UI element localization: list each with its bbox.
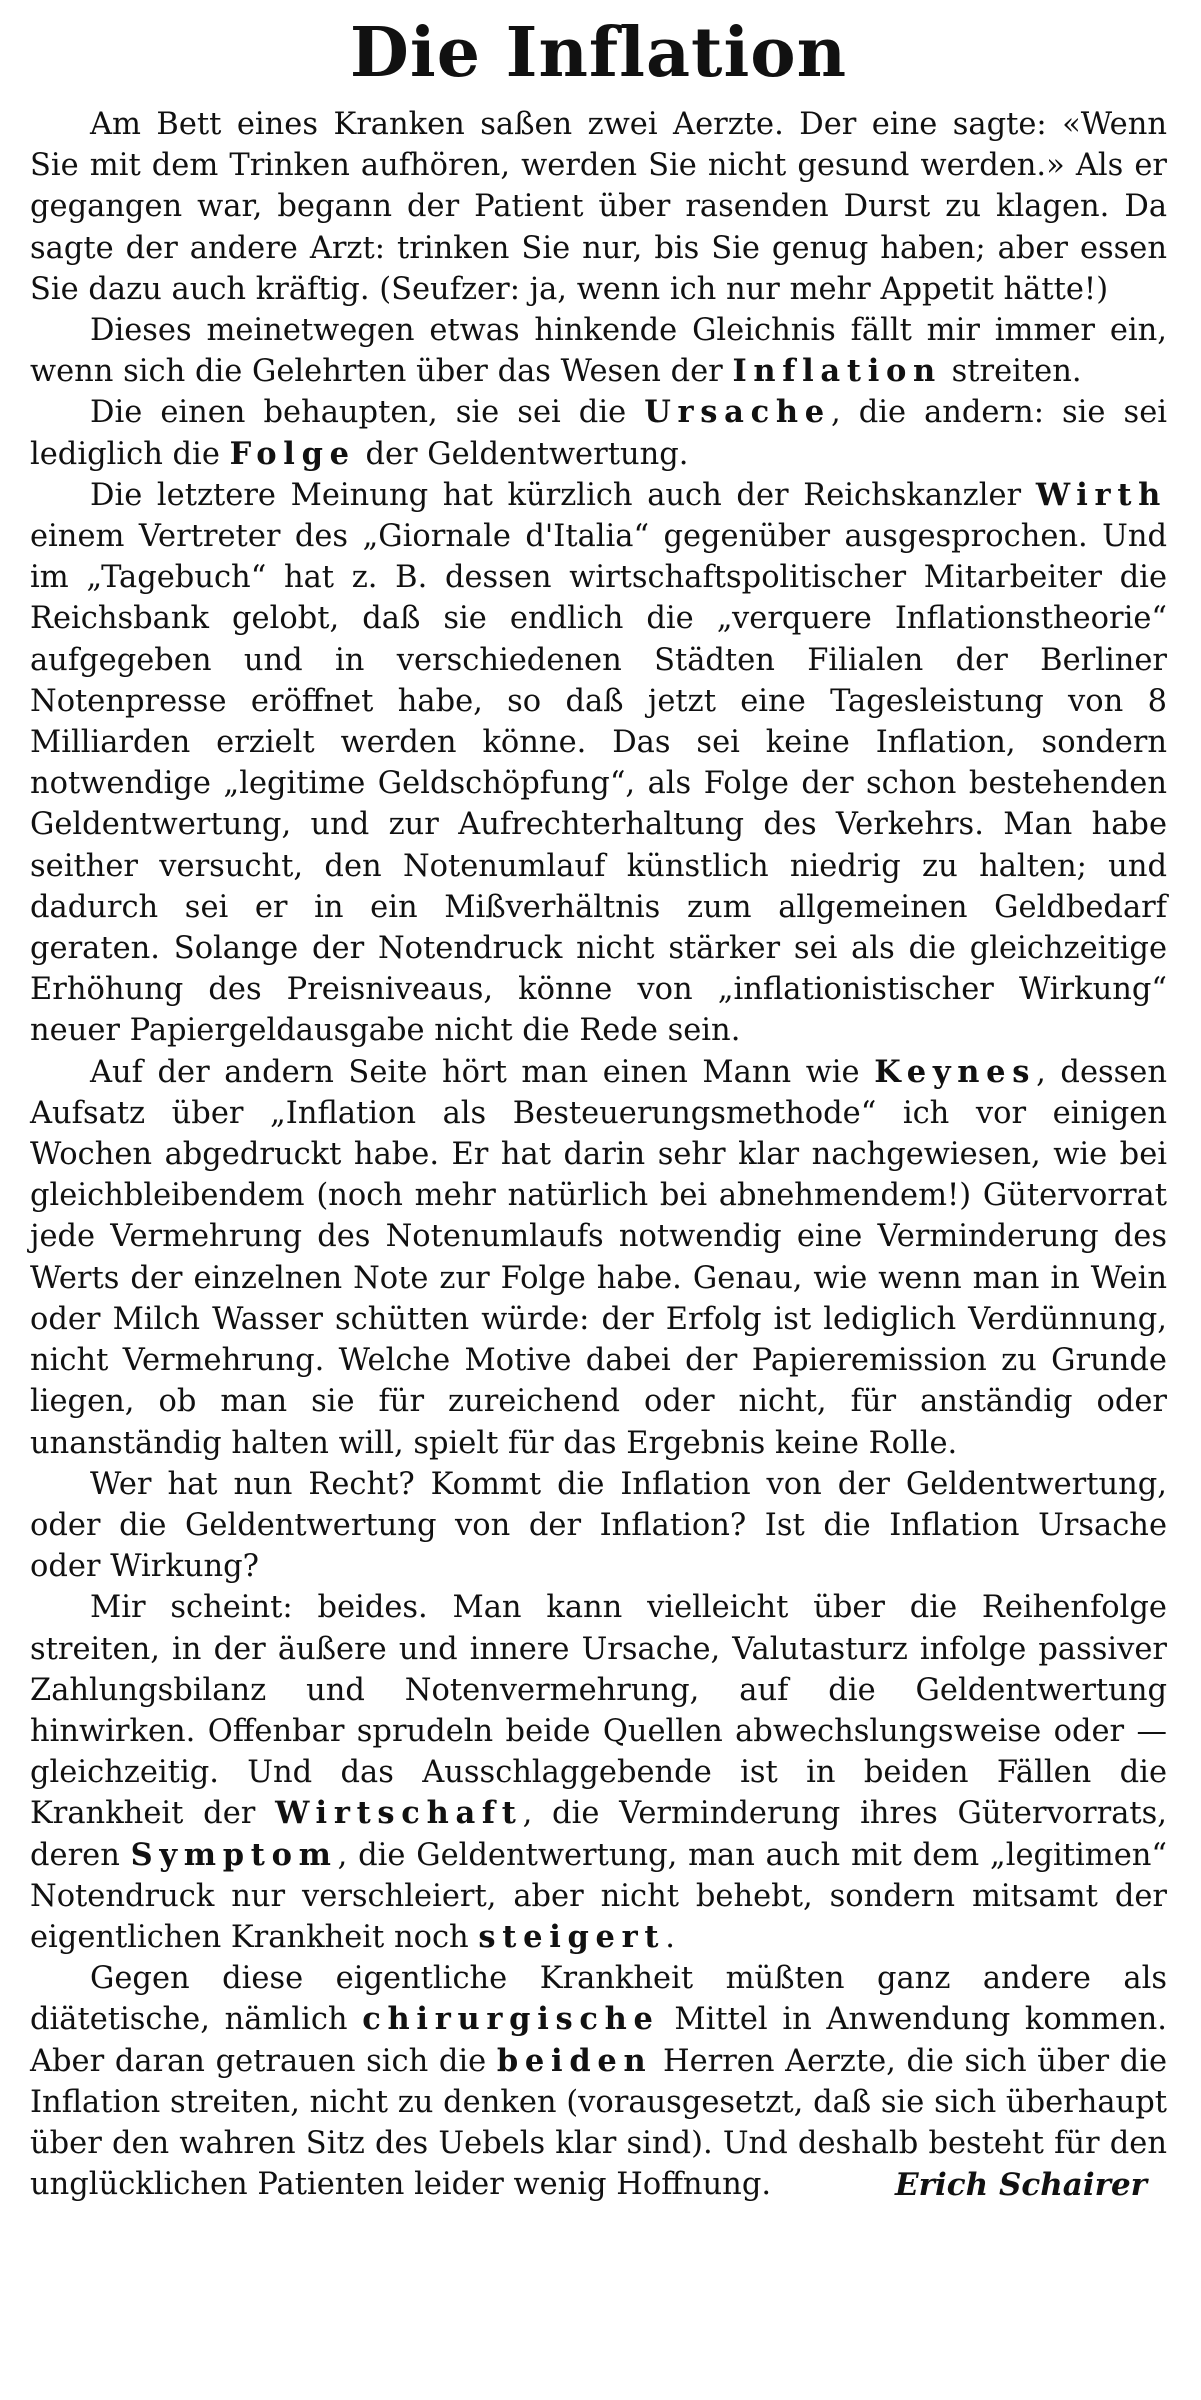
emphasized-word: Symptom xyxy=(130,1836,338,1873)
paragraph-text: , die Geldentwertung, man auch mit dem „legitimen“ Notendruck nur verschleiert, aber nicht behebt, sondern mitsamt der eigentlichen Krankheit noch xyxy=(30,1837,1167,1955)
article-paragraph xyxy=(30,310,1167,392)
paragraph-text: , dessen Aufsatz über „Inflation als Besteuerungsmethode“ ich vor einigen Wochen abgedruckt habe. Er hat darin sehr klar nachgewiesen, wie bei gleichbleibendem (noch mehr natürlich bei abnehmendem!) Gütervorrat jede Vermehrung des Notenumlaufs notwendig eine Verminderung des Werts der einzelnen Note zur Folge habe. Genau, wie wenn man in Wein oder Milch Wasser schütten würde: der Erfolg ist lediglich Verdünnung, nicht Vermehrung. Welche Motive dabei der Papieremission zu Grunde liegen, ob man sie für zureichend oder nicht, für anständig oder unanständig halten will, spielt für das Ergebnis keine Rolle. xyxy=(30,1054,1168,1461)
author-signature: Erich Schairer xyxy=(895,2167,1147,2204)
paragraph-text: streiten. xyxy=(941,354,1082,390)
paragraph-text: Die einen behaupten, sie sei die xyxy=(90,395,645,431)
paragraph-text: Wer hat nun Recht? Kommt die Inflation von der Geldentwertung, oder die Geldentwertung von der Inflation? Ist die Inflation Ursache oder Wirkung? xyxy=(30,1466,1167,1585)
article-paragraph xyxy=(30,1587,1167,1958)
emphasized-word: Ursache xyxy=(644,394,831,431)
paragraph-text: Herren Aerzte, die sich über die Inflation streiten, nicht zu denken (vorausgesetzt, daß sie sich überhaupt über den wahren Sitz des Uebels klar sind). Und deshalb besteht für den unglücklichen Patienten leider wenig Hoffnung. xyxy=(30,2043,1167,2203)
emphasized-word: Wirth xyxy=(1035,476,1167,513)
emphasized-word: beiden xyxy=(496,2042,653,2079)
article-paragraph xyxy=(30,1464,1167,1588)
paragraph-text: Dieses meinetwegen etwas hinkende Gleichnis fällt mir immer ein, wenn sich die Gelehrten über das Wesen der xyxy=(30,313,1167,390)
article-paragraph xyxy=(30,392,1167,474)
emphasized-word: Keynes xyxy=(874,1053,1037,1090)
paragraph-text: Die letztere Meinung hat kürzlich auch der Reichskanzler xyxy=(90,477,1036,513)
article-paragraph xyxy=(30,475,1167,1052)
paragraph-text: Auf der andern Seite hört man einen Mann wie xyxy=(90,1054,875,1090)
paragraph-text: , die andern: sie sei lediglich die xyxy=(30,395,1167,472)
emphasized-word: steigert xyxy=(478,1918,666,1955)
emphasized-word: Folge xyxy=(229,435,356,472)
emphasized-word: Inflation xyxy=(732,353,942,390)
paragraph-text: Gegen diese eigentliche Krankheit müßten ganz andere als diätetische, nämlich xyxy=(30,1961,1167,2038)
paragraph-text: Am Bett eines Kranken saßen zwei Aerzte. Der eine sagte: «Wenn Sie mit dem Trinken aufhören, werden Sie nicht gesund werden.» Als er gegangen war, begann der Patient über rasenden Durst zu klagen. Da sagte der andere Arzt: trinken Sie nur, bis Sie genug haben; aber essen Sie dazu auch kräftig. (Seufzer: ja, wenn ich nur mehr Appetit hätte!) xyxy=(30,107,1167,307)
article-title: Die Inflation xyxy=(349,13,848,93)
paragraph-text: , die Verminderung ihres Gütervorrats, deren xyxy=(30,1796,1167,1873)
paragraph-text: Mir scheint: beides. Man kann vielleicht über die Reihenfolge streiten, in der äußere und innere Ursache, Valutasturz infolge passiver Zahlungsbilanz und Notenvermehrung, auf die Geldentwertung hinwirken. Offenbar sprudeln beide Quellen abwechslungsweise oder — gleichzeitig. Und das Ausschlaggebende ist in beiden Fällen die Krankheit der xyxy=(30,1590,1167,1832)
paragraph-text: der Geldentwertung. xyxy=(355,436,689,472)
paragraph-text: Mittel in Anwendung kommen. Aber daran getrauen sich die xyxy=(30,2002,1167,2079)
paragraph-text: . xyxy=(665,1919,675,1955)
emphasized-word: chirurgische xyxy=(362,2001,660,2038)
article-paragraph xyxy=(30,1052,1167,1464)
article-body xyxy=(30,104,1167,2205)
emphasized-word: Wirtschaft xyxy=(275,1795,523,1832)
paragraph-text: einem Vertreter des „Giornale d'Italia“ gegenüber ausgesprochen. Und im „Tagebuch“ hat z. B. dessen wirtschaftspolitischer Mitarbeiter die Reichsbank gelobt, daß sie endlich die „verquere Inflationstheorie“ aufgegeben und in verschiedenen Städten Filialen der Berliner Notenpresse eröffnet habe, so daß jetzt eine Tagesleistung von 8 Milliarden erzielt werden könne. Das sei keine Inflation, sondern notwendige „legitime Geldschöpfung“, als Folge der schon bestehenden Geldentwertung, und zur Aufrechterhaltung des Verkehrs. Man habe seither versucht, den Notenumlauf künstlich niedrig zu halten; und dadurch sei er in ein Mißverhältnis zum allgemeinen Geldbedarf geraten. Solange der Notendruck nicht stärker sei als die gleichzeitige Erhöhung des Preisniveaus, könne von „inflationistischer Wirkung“ neuer Papiergeldausgabe nicht die Rede sein. xyxy=(30,519,1167,1049)
article-paragraph xyxy=(30,104,1167,310)
